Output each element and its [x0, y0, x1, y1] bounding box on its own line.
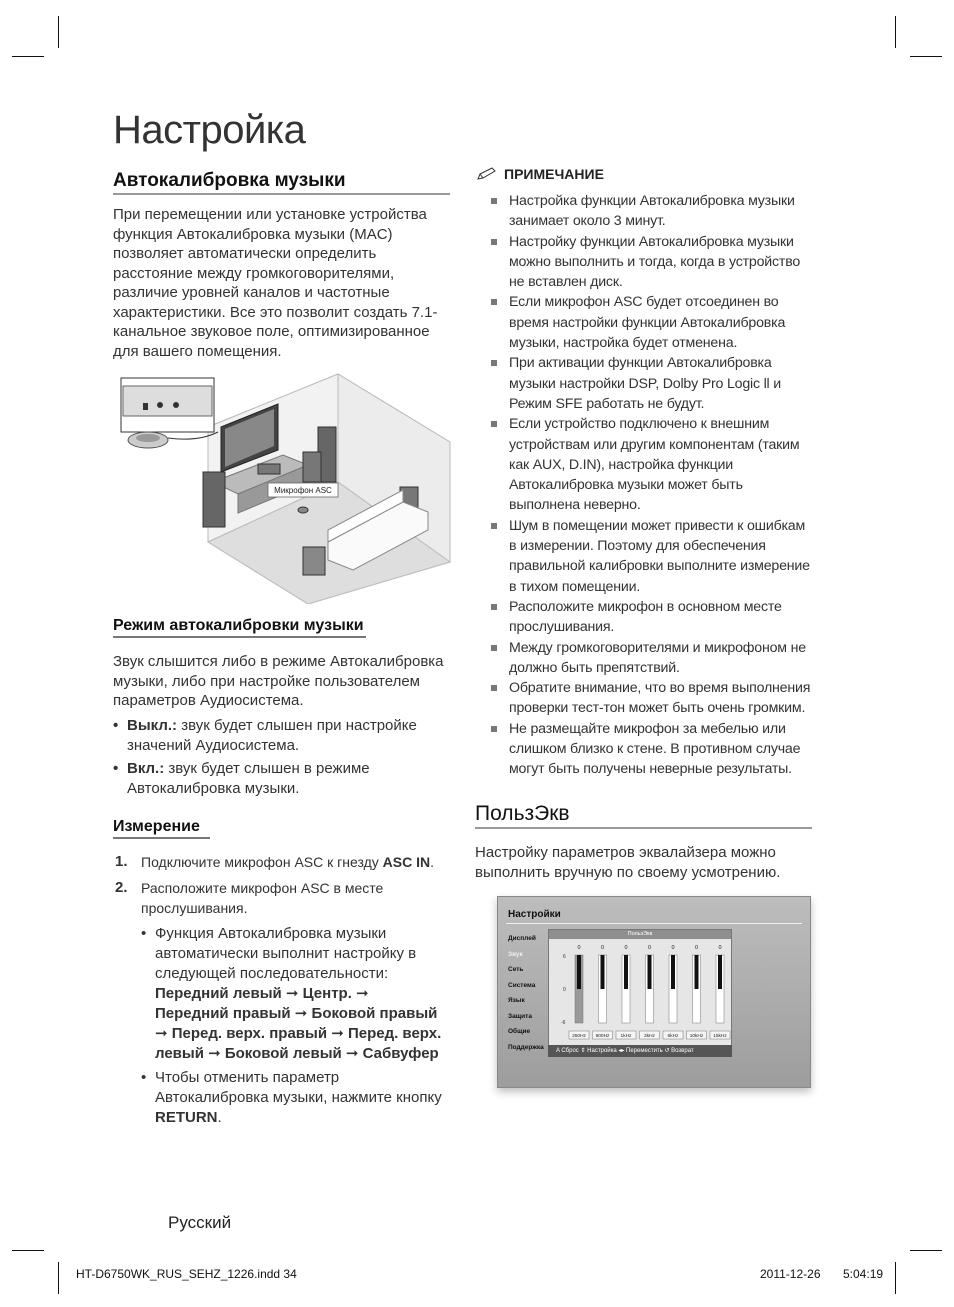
- note-list: [489, 191, 815, 780]
- mode-text: звук будет слышен при настройке значений Аудиосистема.: [127, 717, 417, 754]
- list-item: • Выкл.: звук будет слышен при настройке значений Аудиосистема.: [113, 717, 417, 754]
- crop-mark: [58, 1262, 59, 1294]
- band-label: 250Hz: [572, 1034, 586, 1039]
- list-item: [489, 719, 815, 780]
- step-text: Расположите микрофон ASC в месте прослушивания.: [141, 880, 384, 916]
- band-level: [671, 955, 675, 989]
- heading-rule: [475, 827, 812, 829]
- sub-text: Чтобы отменить параметр Автокалибровка музыки, нажмите кнопку: [155, 1069, 442, 1106]
- menu-item-selected[interactable]: Звук: [508, 950, 523, 958]
- band-value: 0: [694, 945, 699, 951]
- step-end: .: [430, 854, 434, 870]
- note-text: Если микрофон ASC будет отсоединен во время настройки функции Автокалибровка музыки, настройка будет отменена.: [509, 294, 786, 352]
- list-item: • Функция Автокалибровка музыки автоматически выполнит настройку в следующей последовательности: Передний левый ➞ Центр. ➞ Передний правый ➞ Боковой правый ➞ Перед. верх. правый ➞ Перед. верх. левый ➞ Боковой левый ➞ Сабвуфер: [141, 925, 442, 1062]
- band-value: 0: [624, 945, 628, 951]
- band-value: 0: [718, 945, 722, 951]
- heading-rule: [113, 193, 450, 195]
- band-label: 1kHz: [620, 1034, 632, 1039]
- eq-screenshot: [497, 896, 811, 1088]
- page-language: Русский: [168, 1213, 232, 1232]
- band-value: 0: [600, 945, 605, 951]
- list-item: [489, 597, 815, 638]
- scale-label: 6: [563, 954, 566, 960]
- menu-item[interactable]: Язык: [508, 997, 525, 1004]
- eq-sliders[interactable]: [549, 939, 733, 1057]
- file-name: HT-D6750WK_RUS_SEHZ_1226.indd 34: [76, 1267, 297, 1281]
- page-title: Настройка: [113, 108, 306, 152]
- list-item: • Чтобы отменить параметр Автокалибровка музыки, нажмите кнопку RETURN.: [141, 1069, 442, 1126]
- return-key: RETURN: [155, 1109, 218, 1126]
- mode-term: Вкл.:: [127, 760, 165, 777]
- print-date: 2011-12-26: [760, 1267, 821, 1281]
- pencil-icon: [476, 167, 498, 181]
- room-diagram: [118, 372, 454, 604]
- band-label: 10kHz: [689, 1034, 704, 1039]
- step-number: 1.: [115, 853, 128, 870]
- measure-heading: Измерение: [113, 818, 200, 835]
- list-item: [489, 638, 815, 679]
- mode-body: Звук слышится либо в режиме Автокалибровка музыки, либо при настройке пользователем параметров Аудиосистема.: [113, 653, 444, 709]
- screen-title: Настройки: [508, 909, 561, 920]
- mode-term: Выкл.:: [127, 717, 178, 734]
- mode-list: [113, 716, 448, 802]
- list-item: [489, 292, 815, 353]
- measure-sub-list: [141, 924, 446, 1128]
- step-1: [113, 852, 453, 872]
- band-value: 0: [671, 945, 675, 951]
- step-bold: ASC IN: [382, 854, 431, 870]
- band-level: [624, 955, 628, 989]
- note-text: При активации функции Автокалибровка музыки настройки DSP, Dolby Pro Logic ll и Режим SFE работать не будут.: [509, 355, 781, 412]
- heading-rule: [113, 837, 210, 839]
- heading-rule: [113, 636, 366, 638]
- note-text: Между громкоговорителями и микрофоном не должно быть препятствий.: [509, 639, 806, 676]
- mic-label: Микрофон ASC: [274, 486, 332, 495]
- print-time: 5:04:19: [843, 1267, 884, 1281]
- list-item: [489, 232, 815, 293]
- mode-heading: Режим автокалибровки музыки: [113, 617, 364, 634]
- user-eq-heading: ПользЭкв: [475, 802, 570, 825]
- band-label: 15kHz: [713, 1034, 727, 1039]
- band-label: 6kHz: [667, 1034, 679, 1039]
- scale-label: -6: [561, 1020, 566, 1026]
- eq-bottom-bar: A Сброс ⇕ Настройка ◂▸ Переместить ↺ Возврат: [548, 1045, 732, 1057]
- note-text: Расположите микрофон в основном месте прослушивания.: [509, 598, 782, 636]
- eq-panel: [548, 929, 732, 1057]
- crop-mark: [910, 56, 942, 57]
- band-level: [718, 955, 722, 989]
- note-text: Обратите внимание, что во время выполнения проверки тест-тон может быть очень громким.: [509, 680, 811, 717]
- user-eq-body: Настройку параметров эквалайзера можно выполнить вручную по своему усмотрению.: [475, 844, 781, 881]
- auto-cal-heading: Автокалибровка музыки: [113, 170, 346, 191]
- screen-rule: [506, 923, 802, 924]
- band-value: 0: [577, 945, 581, 951]
- settings-menu: [508, 931, 544, 1055]
- sequence-text: Передний левый ➞ Центр. ➞ Передний правый ➞ Боковой правый ➞ Перед. верх. правый ➞ Перед. верх. левый ➞ Боковой левый ➞ Сабвуфер: [155, 985, 442, 1062]
- note-header: [476, 166, 604, 182]
- step-number: 2.: [115, 879, 128, 896]
- note-label: ПРИМЕЧАНИЕ: [504, 166, 604, 182]
- list-item: • Вкл.: звук будет слышен в режиме Автокалибровка музыки.: [113, 760, 370, 797]
- note-text: Не размещайте микрофон за мебелью или слишком близко к стене. В противном случае могут быть получены неверные результаты.: [509, 720, 801, 778]
- menu-item[interactable]: Защита: [508, 1012, 532, 1020]
- list-item: [489, 191, 815, 232]
- crop-mark: [12, 56, 44, 57]
- step-text: Подключите микрофон ASC к гнезду: [141, 854, 383, 870]
- room-illustration: [118, 372, 454, 604]
- list-item: [489, 516, 815, 597]
- band-level: [601, 955, 605, 989]
- band-label: 3kHz: [644, 1034, 655, 1039]
- list-item: [489, 353, 815, 414]
- band-label: 600Hz: [595, 1034, 610, 1039]
- note-text: Настройка функции Автокалибровка музыки занимает около 3 минут.: [509, 193, 795, 230]
- band-level: [577, 955, 581, 989]
- note-text: Шум в помещении может привести к ошибкам в измерении. Поэтому для обеспечения правильной калибровки выполните измерение в тихом помещении.: [509, 517, 810, 595]
- crop-mark: [895, 16, 896, 48]
- menu-item[interactable]: Система: [508, 981, 536, 989]
- step-2: [113, 878, 453, 918]
- measure-steps: [113, 852, 453, 1131]
- menu-item[interactable]: Дисплей: [508, 935, 536, 942]
- crop-mark: [895, 1262, 896, 1294]
- band-level: [695, 955, 699, 989]
- note-text: Настройку функции Автокалибровка музыки можно выполнить и тогда, когда в устройство не вставлен диск.: [509, 233, 801, 291]
- mode-text: звук будет слышен в режиме Автокалибровка музыки.: [127, 760, 370, 797]
- menu-item[interactable]: Поддержка: [508, 1043, 544, 1051]
- sub-text: Функция Автокалибровка музыки автоматически выполнит настройку в следующей последовательности:: [155, 925, 417, 982]
- list-item: [489, 678, 815, 719]
- list-item: [489, 414, 815, 515]
- sub-end: .: [217, 1109, 222, 1126]
- menu-item[interactable]: Общие: [508, 1028, 531, 1035]
- eq-panel-title: ПользЭкв: [549, 930, 731, 939]
- menu-item[interactable]: Сеть: [508, 966, 524, 973]
- note-text: Если устройство подключено к внешним устройствам или другим компонентам (таким как AUX, D.IN), настройка функции Автокалибровка музыки может быть выполнена неверно.: [509, 416, 800, 514]
- band-level: [648, 955, 652, 989]
- crop-mark: [12, 1250, 44, 1251]
- crop-mark: [910, 1250, 942, 1251]
- scale-label: 0: [563, 987, 566, 993]
- auto-cal-body: При перемещении или установке устройства функция Автокалибровка музыки (MAC) позволяет автоматически определить расстояние между громкоговорителями, различие уровней каналов и частотные характеристики. Все это позволит создать 7.1-канальное звуковое поле, оптимизированное для вашего помещения.: [113, 206, 438, 360]
- band-value: 0: [647, 945, 652, 951]
- crop-mark: [58, 16, 59, 48]
